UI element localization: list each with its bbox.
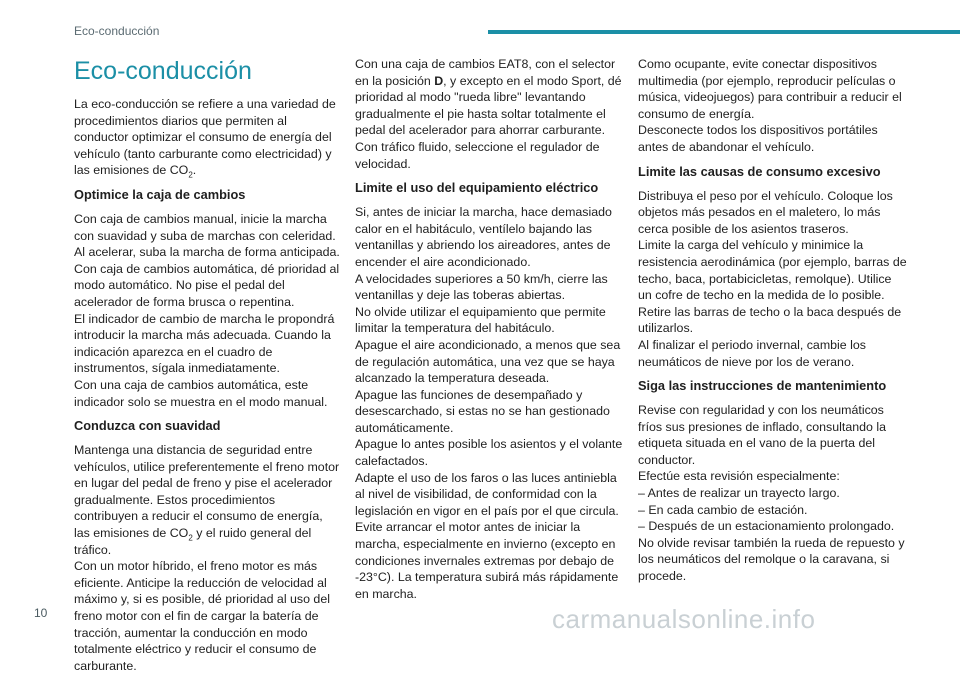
excess-paragraph bbox=[638, 188, 908, 371]
excess-line: Limite la carga del vehículo y minimice la resistencia aerodinámica (por ejemplo, barras de techo, baca, portabicicletas, remolque). Utilice un cofre de techo en la medida de lo posible. bbox=[638, 238, 907, 303]
electrical-line: Como ocupante, evite conectar dispositivos multimedia (por ejemplo, reproducir películas o música, videojuegos) para contribuir a reducir el consumo de energía. bbox=[638, 57, 902, 121]
gearbox-paragraph bbox=[74, 211, 340, 410]
electrical-line: Desconecte todos los dispositivos portátiles antes de abandonar el vehículo. bbox=[638, 123, 878, 154]
heading-smooth-driving: Conduzca con suavidad bbox=[74, 418, 221, 434]
gearbox-line: Con caja de cambios automática, dé prioridad al modo automático. No pise el pedal del acelerador de forma brusca o repentina. bbox=[74, 261, 340, 309]
eat8-paragraph bbox=[355, 56, 625, 172]
cruise-control-text: Con tráfico fluido, seleccione el regulador de velocidad. bbox=[355, 139, 600, 171]
electrical-line: Apague lo antes posible los asientos y el volante calefactados. bbox=[355, 437, 623, 469]
gearbox-line: Con una caja de cambios automática, este indicador solo se muestra en el modo manual. bbox=[74, 377, 328, 409]
heading-gearbox: Optimice la caja de cambios bbox=[74, 186, 246, 202]
eat8-text-b: , y excepto en el modo Sport, dé prioridad al modo "rueda libre" levantando gradualmente el pie hasta soltar totalmente el pedal del acelerador para ahorrar carburante. bbox=[355, 73, 622, 138]
gearbox-line: El indicador de cambio de marcha le propondrá introducir la marcha más adecuada. Cuando la indicación aparezca en el cuadro de instrumentos, sígala inmediatamente. bbox=[74, 311, 335, 376]
smooth-hybrid-text: Con un motor híbrido, el freno motor es más eficiente. Anticipe la reducción de velocidad al máximo y, si es posible, dé prioridad al uso del freno motor con el fin de cargar la batería de tracción, aumentar la conducción en modo totalmente eléctrico y reducir el consumo de carburante. bbox=[74, 559, 330, 673]
electrical-line: Apague las funciones de desempañado y desescarchado, si estas no se han gestionado automáticamente. bbox=[355, 387, 610, 435]
maintenance-line: No olvide revisar también la rueda de repuesto y los neumáticos del remolque o la caravana, si procede. bbox=[638, 535, 905, 584]
watermark: carmanualsonline.info bbox=[552, 604, 816, 634]
intro-co2-subscript: 2 bbox=[188, 170, 193, 180]
page-title: Eco-conducción bbox=[74, 57, 252, 85]
electrical-line: Si, antes de iniciar la marcha, hace demasiado calor en el habitáculo, ventílelo bajando las ventanillas y abriendo los aireadores, antes de encender el aire acondicionado. bbox=[355, 205, 612, 269]
maintenance-list-item: – Después de un estacionamiento prolongado. bbox=[638, 519, 895, 534]
intro-end: . bbox=[192, 163, 197, 178]
electrical-line: A velocidades superiores a 50 km/h, cierre las ventanillas y deje las toberas abiertas. bbox=[355, 271, 608, 303]
column-2 bbox=[355, 56, 625, 610]
smooth-line-1 bbox=[74, 442, 340, 558]
gearbox-line: Con caja de cambios manual, inicie la marcha con suavidad y suba de marchas con celeridad. Al acelerar, suba la marcha de forma anticipada. bbox=[74, 211, 340, 260]
heading-excess-consumption: Limite las causas de consumo excesivo bbox=[638, 163, 881, 179]
smooth-co2-subscript: 2 bbox=[188, 533, 193, 543]
electrical-continued-paragraph bbox=[638, 56, 908, 156]
column-1 bbox=[74, 54, 340, 682]
excess-line: Retire las barras de techo o la baca después de utilizarlos. bbox=[638, 304, 902, 336]
electrical-paragraph bbox=[355, 204, 625, 602]
eat8-position-d: D bbox=[434, 73, 444, 88]
smooth-text-a: Mantenga una distancia de seguridad entre vehículos, utilice preferentemente el freno motor en lugar del pedal de freno y pise el acelerador gradualmente. Estos procedimientos contribuyen a reducir el consumo de energía, las emisiones de CO bbox=[74, 443, 340, 541]
maintenance-list-item: – Antes de realizar un trayecto largo. bbox=[638, 486, 840, 501]
intro-paragraph bbox=[74, 96, 340, 179]
column-3 bbox=[638, 56, 908, 593]
page-number: 10 bbox=[34, 606, 48, 620]
maintenance-line: Efectúe esta revisión especialmente: bbox=[638, 469, 840, 484]
header-accent-bar bbox=[488, 30, 960, 34]
heading-maintenance: Siga las instrucciones de mantenimiento bbox=[638, 378, 887, 394]
header-section-label: Eco-conducción bbox=[74, 24, 160, 38]
intro-text: La eco-conducción se refiere a una variedad de procedimientos diarios que permiten al conductor optimizar el consumo de energía del vehículo (tanto carburante como electricidad) y las emisiones de CO bbox=[74, 97, 336, 178]
smooth-text-b: y el ruido general del tráfico. bbox=[74, 526, 312, 557]
maintenance-paragraph bbox=[638, 402, 908, 585]
electrical-line: Adapte el uso de los faros o las luces antiniebla al nivel de visibilidad, de conformidad con la legislación en vigor en el país por el que circula. bbox=[355, 470, 619, 518]
maintenance-line: Revise con regularidad y con los neumáticos fríos sus presiones de inflado, consultando la etiqueta situada en el vano de la puerta del conductor. bbox=[638, 403, 886, 467]
eat8-line bbox=[355, 56, 625, 139]
maintenance-list-item: – En cada cambio de estación. bbox=[638, 502, 808, 517]
eat8-text-a: Con una caja de cambios EAT8, con el selector en la posición bbox=[355, 57, 616, 88]
excess-line: Al finalizar el periodo invernal, cambie los neumáticos de nieve por los de verano. bbox=[638, 337, 866, 369]
electrical-line-engine-start: Evite arrancar el motor antes de iniciar la marcha, especialmente en invierno (excepto en condiciones invernales extremas por debajo de -23°C). La temperatura subirá más rápidamente en marcha. bbox=[355, 520, 619, 601]
electrical-line: No olvide utilizar el equipamiento que permite limitar la temperatura del habitáculo. bbox=[355, 304, 606, 336]
excess-line: Distribuya el peso por el vehículo. Coloque los objetos más pesados en el maletero, lo más cerca posible de los asientos traseros. bbox=[638, 188, 893, 236]
electrical-line: Apague el aire acondicionado, a menos que sea de regulación automática, una vez que se haya alcanzado la temperatura deseada. bbox=[355, 337, 621, 386]
heading-electrical: Limite el uso del equipamiento eléctrico bbox=[355, 180, 599, 196]
